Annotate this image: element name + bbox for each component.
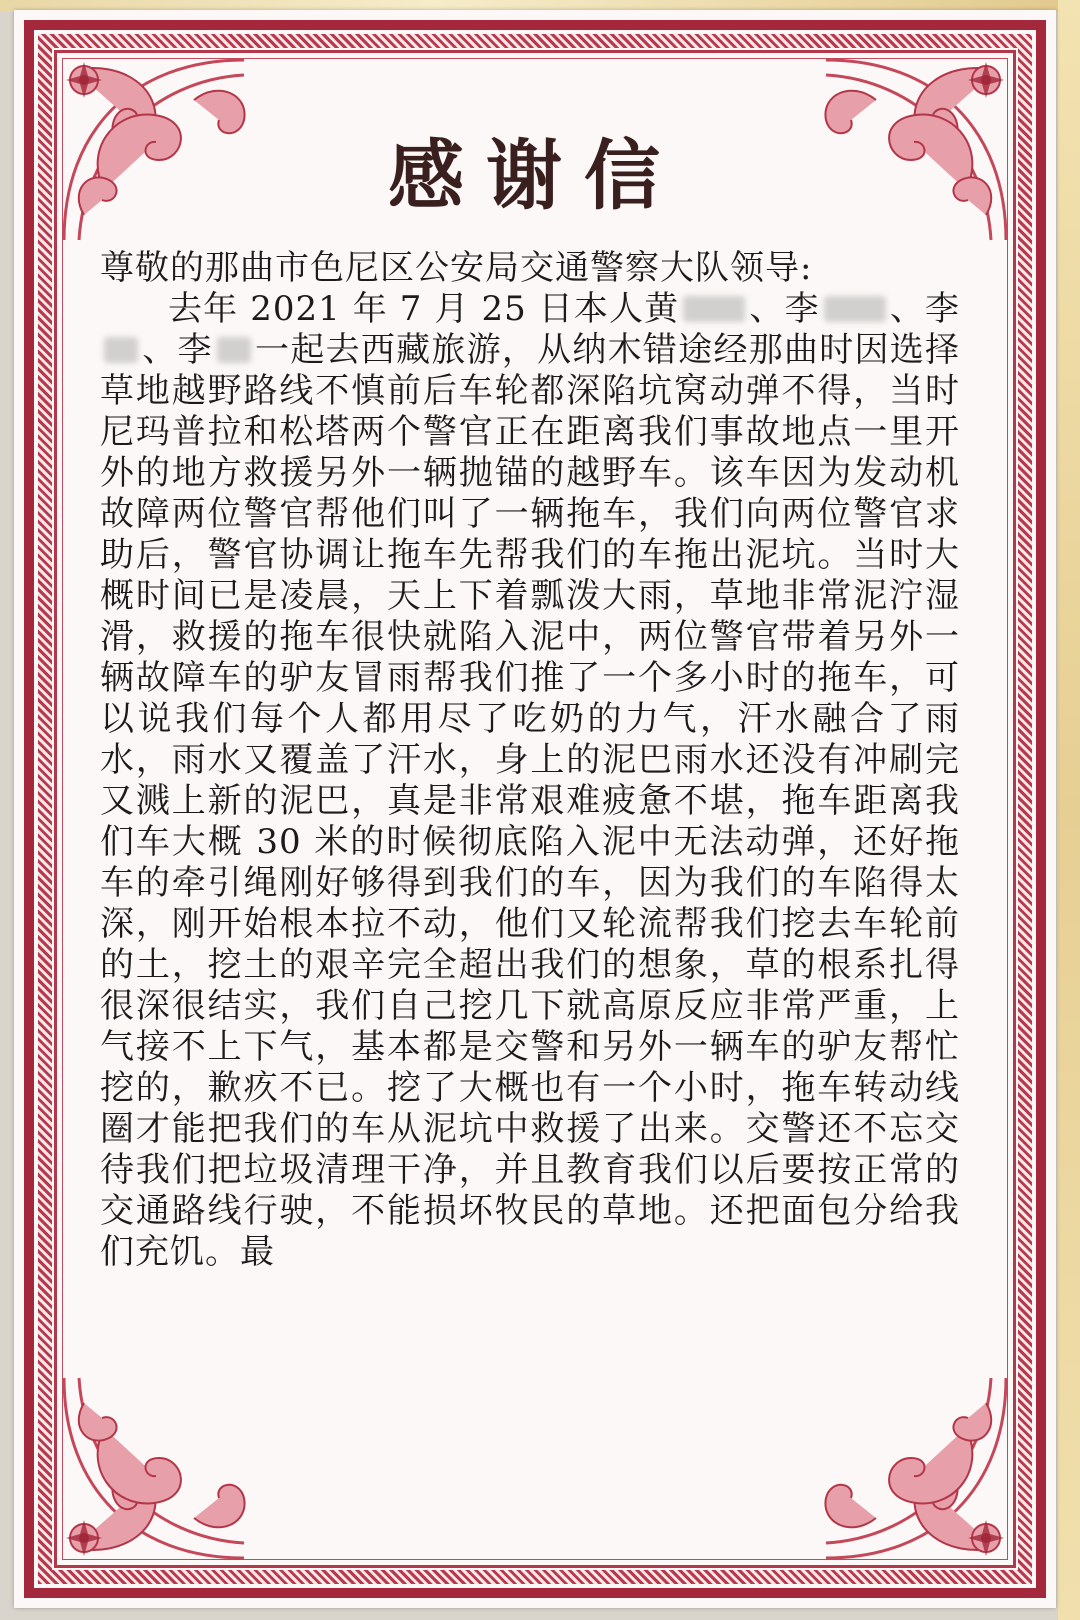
letter-body bbox=[100, 289, 960, 1273]
body-separator: 、李 bbox=[889, 289, 961, 329]
letter-salutation: 尊敬的那曲市色尼区公安局交通警察大队领导: bbox=[100, 248, 813, 288]
corner-ornament-bottom-left bbox=[44, 1348, 274, 1578]
letter-content bbox=[100, 248, 960, 1273]
redacted-name bbox=[217, 337, 251, 363]
gold-frame-right bbox=[1058, 0, 1080, 1620]
redacted-name bbox=[824, 296, 886, 322]
corner-ornament-bottom-right bbox=[796, 1348, 1026, 1578]
redacted-name bbox=[683, 296, 745, 322]
letter-sheet bbox=[14, 10, 1056, 1608]
body-separator: 、李 bbox=[142, 330, 213, 370]
body-text: 一起去西藏旅游，从纳木错途经那曲时因选择草地越野路线不慎前后车轮都深陷坑窝动弹不得，当时尼玛普拉和松塔两个警官正在距离我们事故地点一里开外的地方救援另外一辆抛锚的越野车。该车因为发动机故障两位警官帮他们叫了一辆拖车，我们向两位警官求助后，警官协调让拖车先帮我们的车拖出泥坑。当时大概时间已是凌晨，天上下着瓢泼大雨，草地非常泥泞湿滑，救援的拖车很快就陷入泥中，两位警官带着另外一辆故障车的驴友冒雨帮我们推了一个多小时的拖车，可以说我们每个人都用尽了吃奶的力气，汗水融合了雨水，雨水又覆盖了汗水，身上的泥巴雨水还没有冲刷完又溅上新的泥巴，真是非常艰难疲惫不堪，拖车距离我们车大概 30 米的时候彻底陷入泥中无法动弹，还好拖车的牵引绳刚好够得到我们的车，因为我们的车陷得太深，刚开始根本拉不动，他们又轮流帮我们挖去车轮前的土，挖土的艰辛完全超出我们的想象，草的根系扎得很深很结实，我们自己挖几下就高原反应非常严重，上气接不上下气，基本都是交警和另外一辆车的驴友帮忙挖的，歉疚不已。挖了大概也有一个小时，拖车转动线圈才能把我们的车从泥坑中救援了出来。交警还不忘交待我们把垃圾清理干净，并且教育我们以后要按正常的交通路线行驶，不能损坏牧民的草地。还把面包分给我们充饥。最 bbox=[100, 330, 961, 1272]
redacted-name bbox=[104, 337, 138, 363]
letter-title: 感谢信 bbox=[388, 131, 682, 220]
body-intro: 去年 2021 年 7 月 25 日本人黄 bbox=[168, 289, 680, 329]
body-separator: 、李 bbox=[749, 289, 820, 329]
